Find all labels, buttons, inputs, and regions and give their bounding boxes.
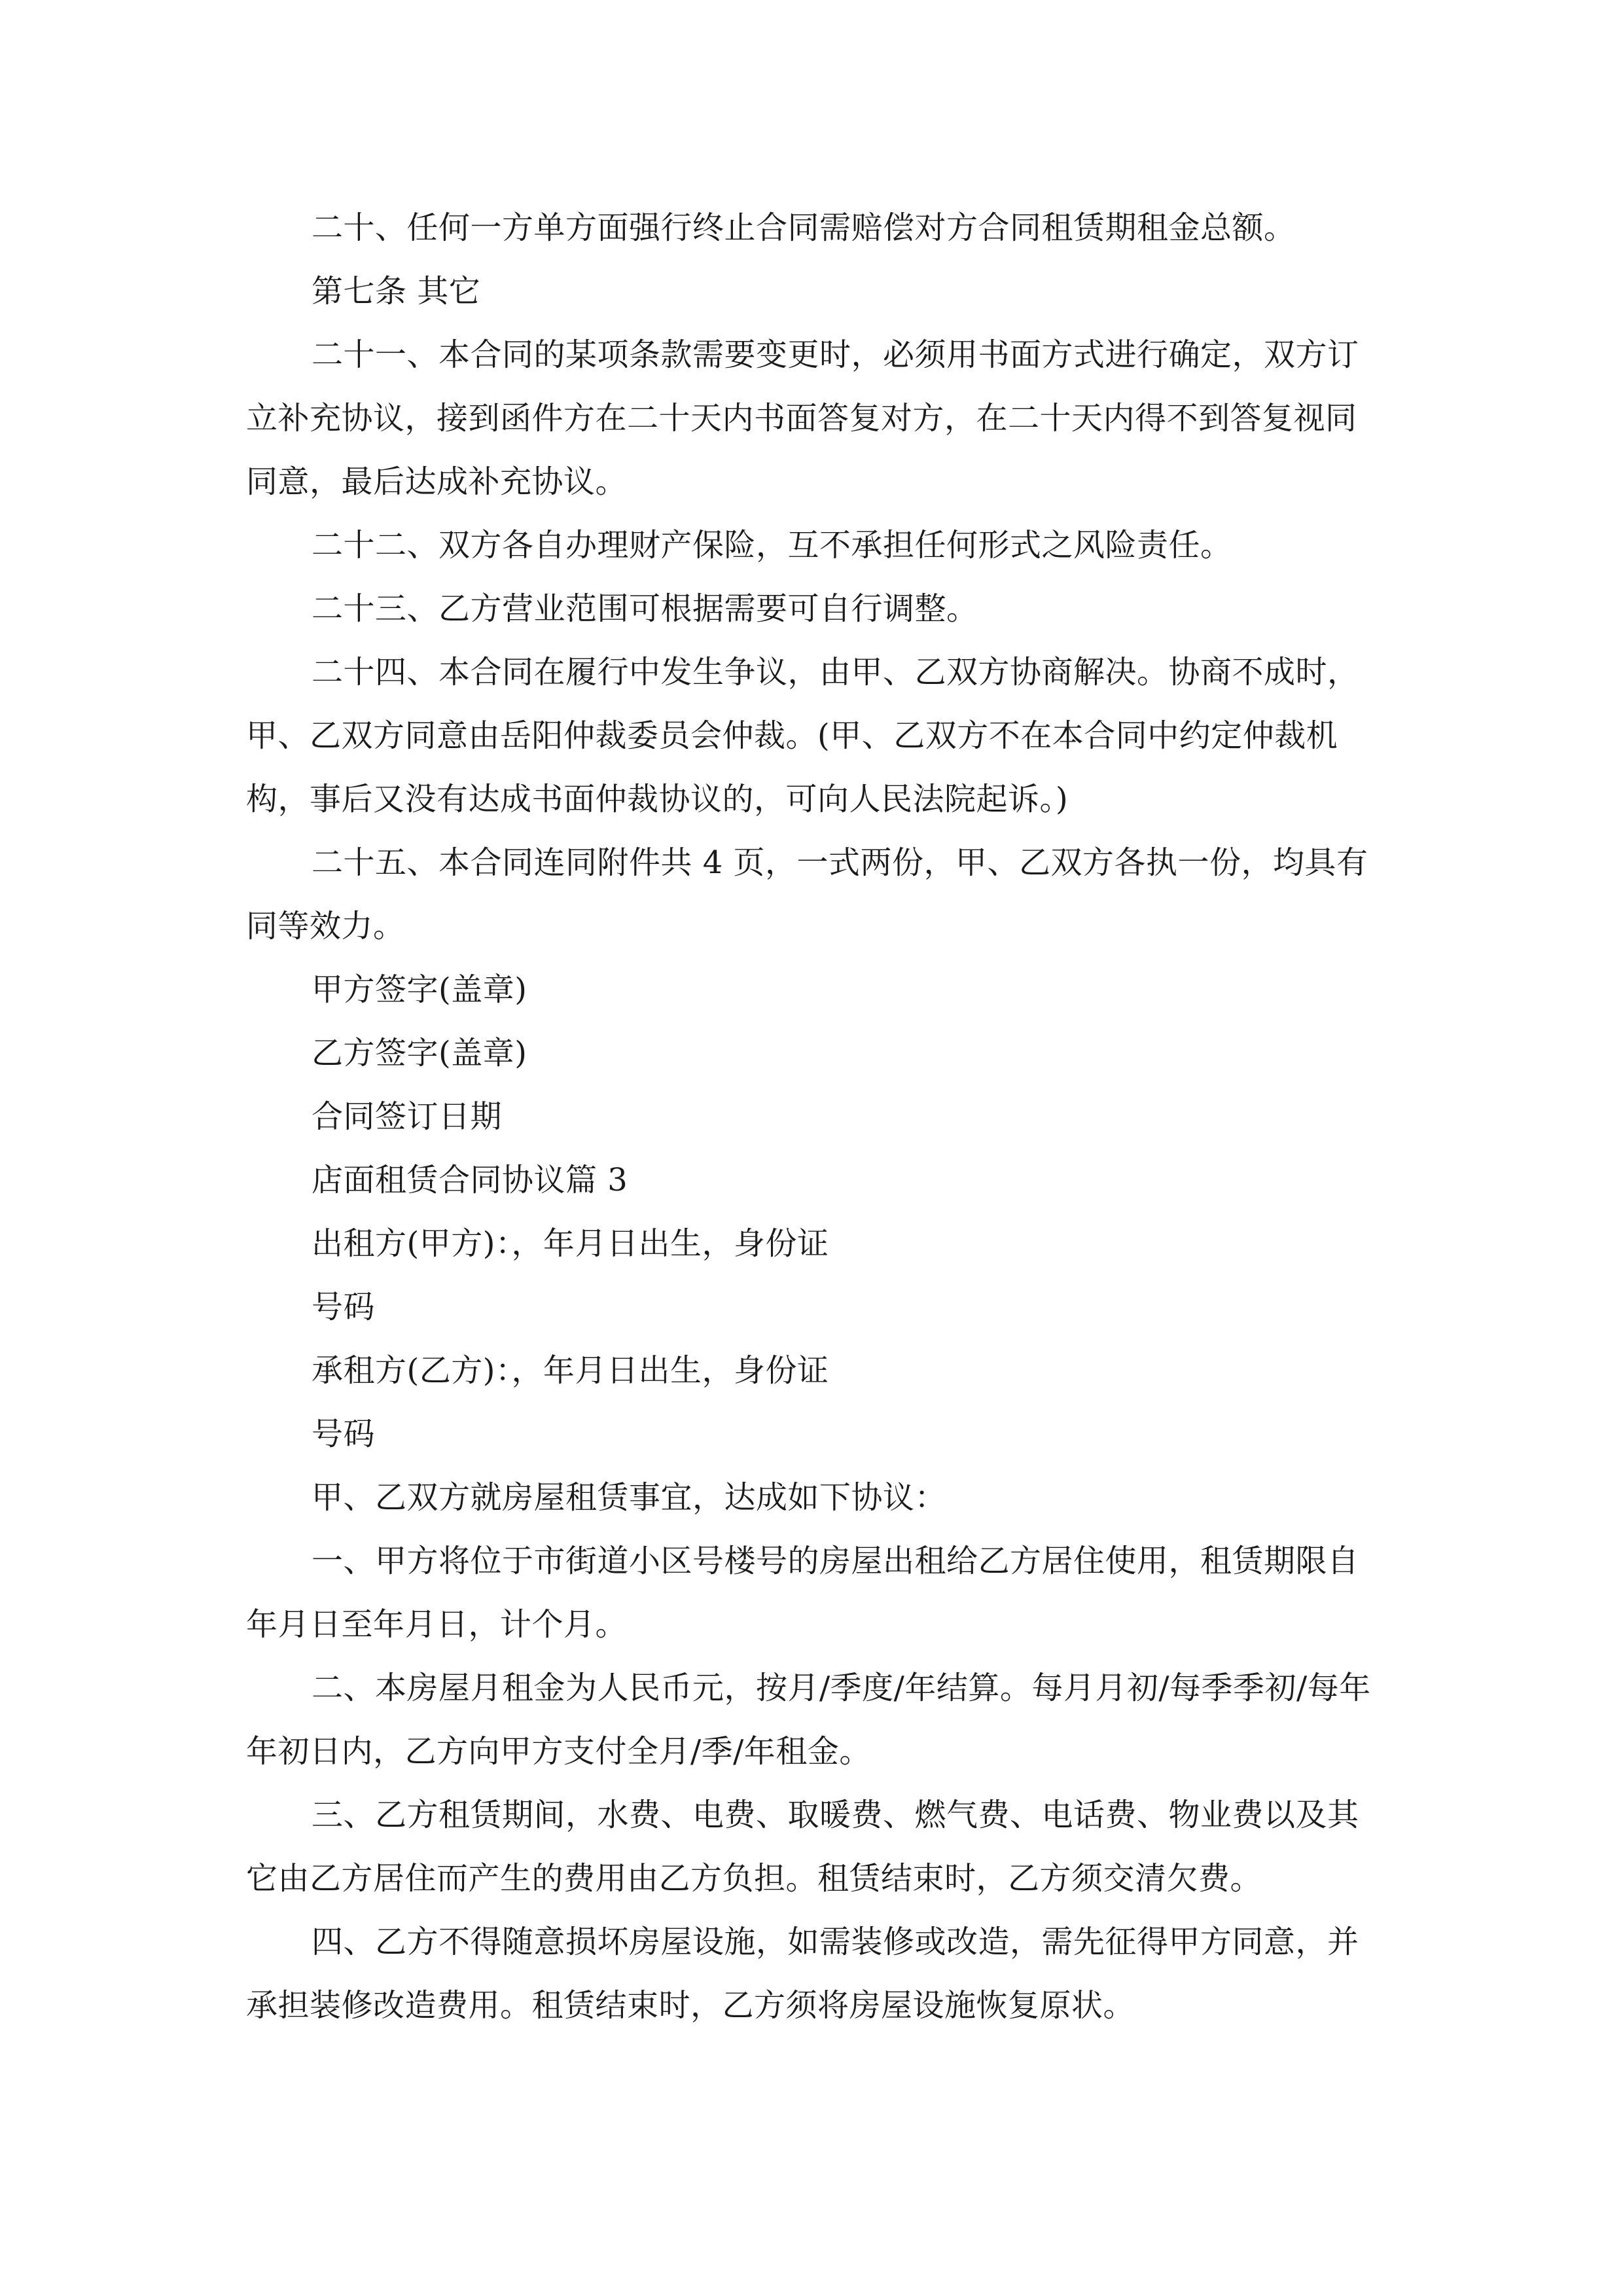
section-heading-article-7: 第七条 其它 [312,273,481,310]
lessee-info-line: 承租方(乙方)：，年月日出生，身份证 [312,1352,829,1389]
agreement-intro: 甲、乙双方就房屋租赁事宜，达成如下协议： [312,1479,947,1516]
clause-25: 二十五、本合同连同附件共 4 页，一式两份，甲、乙双方各执一份，均具有同等效力。 [246,844,1368,944]
clause-4: 四、乙方不得随意损坏房屋设施，如需装修或改造，需先征得甲方同意，并承担装修改造费用。租赁结束时，乙方须将房屋设施恢复原状。 [246,1924,1359,2024]
clause-20: 二十、任何一方单方面强行终止合同需赔偿对方合同租赁期租金总额。 [312,209,1296,246]
lessor-id-number-line: 号码 [312,1289,376,1325]
clause-1: 一、甲方将位于市街道小区号楼号的房屋出租给乙方居住使用，租赁期限自年月日至年月日，计个月。 [246,1543,1359,1643]
clause-3: 三、乙方租赁期间，水费、电费、取暖费、燃气费、电话费、物业费以及其它由乙方居住而产生的费用由乙方负担。租赁结束时，乙方须交清欠费。 [246,1797,1359,1897]
clause-24: 二十四、本合同在履行中发生争议，由甲、乙双方协商解决。协商不成时，甲、乙双方同意由岳阳仲裁委员会仲裁。(甲、乙双方不在本合同中约定仲裁机构，事后又没有达成书面仲裁协议的，可向人民法院起诉。) [246,654,1359,817]
contract-title-part-3: 店面租赁合同协议篇 3 [312,1162,628,1198]
clause-23: 二十三、乙方营业范围可根据需要可自行调整。 [312,590,978,627]
clause-21: 二十一、本合同的某项条款需要变更时，必须用书面方式进行确定，双方订立补充协议，接到函件方在二十天内书面答复对方，在二十天内得不到答复视同同意，最后达成补充协议。 [246,336,1359,500]
lessee-id-number-line: 号码 [312,1416,376,1452]
document-body [246,196,1385,2037]
clause-22: 二十二、双方各自办理财产保险，互不承担任何形式之风险责任。 [312,527,1232,564]
lessor-info-line: 出租方(甲方)：，年月日出生，身份证 [312,1225,829,1262]
party-b-signature-line: 乙方签字(盖章) [312,1035,527,1071]
party-a-signature-line: 甲方签字(盖章) [312,971,527,1008]
signing-date-line: 合同签订日期 [312,1098,503,1135]
clause-2: 二、本房屋月租金为人民币元，按月/季度/年结算。每月月初/每季季初/每年年初日内，乙方向甲方支付全月/季/年租金。 [246,1670,1371,1770]
